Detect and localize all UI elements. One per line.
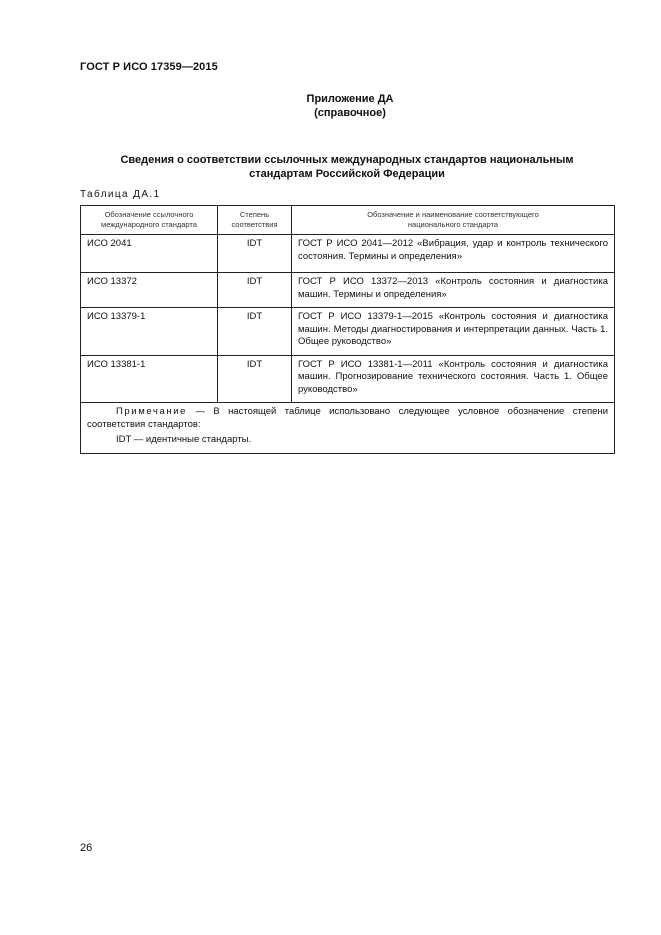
cell-national-standard: ГОСТ Р ИСО 13381-1—2011 «Контроль состояния и диагностика машин. Прогнозирование технического состояния. Часть 1. Общее руководство» — [292, 355, 615, 403]
table-note — [81, 403, 615, 454]
column-header-national-standard — [292, 206, 615, 235]
table-note-row — [81, 403, 615, 454]
document-code: ГОСТ Р ИСО 17359—2015 — [80, 61, 218, 73]
column-header-international-standard — [81, 206, 218, 235]
column-header-degree — [218, 206, 292, 235]
cell-national-standard: ГОСТ Р ИСО 13372—2013 «Контроль состояния и диагностика машин. Термины и определения» — [292, 273, 615, 308]
cell-international-code: ИСО 13379-1 — [81, 308, 218, 356]
table-row — [81, 355, 615, 403]
cell-international-code: ИСО 13381-1 — [81, 355, 218, 403]
cell-national-standard: ГОСТ Р ИСО 13379-1—2015 «Контроль состояния и диагностика машин. Методы диагностирования и интерпретации данных. Часть 1. Общее руководство» — [292, 308, 615, 356]
note-text — [87, 406, 608, 431]
standards-table — [80, 205, 615, 454]
cell-national-standard: ГОСТ Р ИСО 2041—2012 «Вибрация, удар и контроль технического состояния. Термины и определения» — [292, 235, 615, 273]
note-label: Примечание — [116, 406, 187, 417]
table-row — [81, 273, 615, 308]
table-row — [81, 235, 615, 273]
page-number: 26 — [80, 842, 93, 854]
cell-degree: IDT — [218, 308, 292, 356]
cell-international-code: ИСО 2041 — [81, 235, 218, 273]
note-legend: IDT — идентичные стандарты. — [116, 434, 252, 445]
annex-heading — [250, 92, 450, 120]
cell-international-code: ИСО 13372 — [81, 273, 218, 308]
column-header-line: соответствия — [231, 220, 278, 229]
column-header-line: Обозначение и наименование соответствующего — [367, 210, 539, 219]
column-header-line: Степень — [239, 210, 270, 219]
cell-degree: IDT — [218, 235, 292, 273]
column-header-line: национального стандарта — [407, 220, 499, 229]
annex-subtitle: (справочное) — [314, 107, 386, 119]
section-title-line2: стандартам Российской Федерации — [249, 168, 445, 180]
cell-degree: IDT — [218, 355, 292, 403]
cell-degree: IDT — [218, 273, 292, 308]
table-header-row — [81, 206, 615, 235]
note-body: — В настоящей таблице использовано следующее условное обозначение степени соответствия стандартов: — [87, 406, 608, 430]
column-header-line: Обозначение ссылочного — [104, 210, 194, 219]
table-label: Таблица ДА.1 — [80, 189, 161, 200]
column-header-line: международного стандарта — [101, 220, 197, 229]
table-row — [81, 308, 615, 356]
section-title-line1: Сведения о соответствии ссылочных международных стандартов национальным — [120, 154, 574, 166]
annex-title: Приложение ДА — [306, 93, 394, 105]
section-title — [80, 153, 614, 181]
